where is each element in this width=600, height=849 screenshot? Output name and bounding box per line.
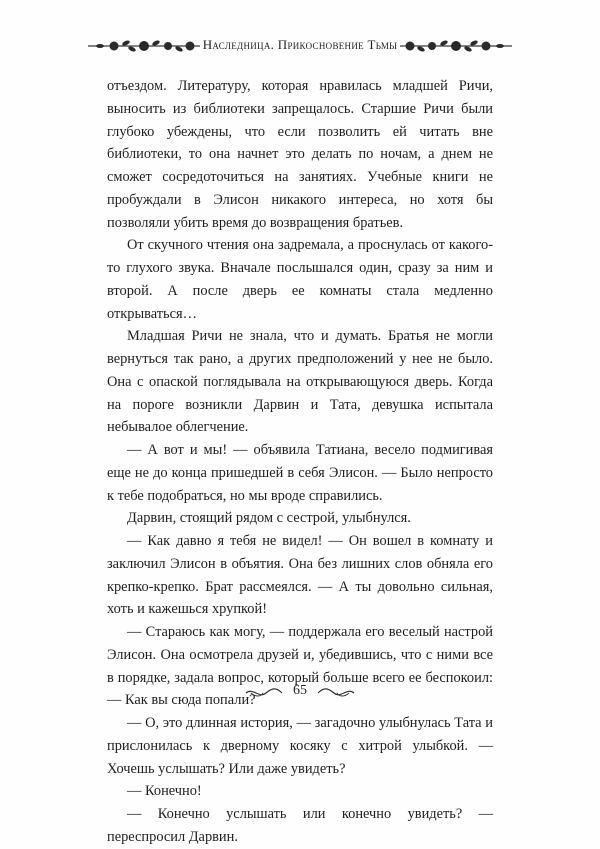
paragraph: — Конечно услышать или конечно увидеть? — переспросил Дарвин. [107,806,493,845]
paragraph: — А вот и мы! — объявила Татиана, весело подмигивая еще не до конца пришедшей в себя Элисон. — Было непросто к тебе подобраться, но мы вроде справились. [107,442,493,504]
rose-vine-ornament-left [88,37,200,55]
flourish-right-icon [317,686,355,700]
paragraph: — О, это длинная история, — загадочно улыбнулась Тата и прислонилась к дверному косяку с хитрой улыбкой. — Хочешь услышать? Или даже увидеть? [107,715,493,777]
body-text [107,75,493,849]
flourish-left-icon [245,686,283,700]
running-header [88,35,512,57]
rose-vine-ornament-right [400,37,512,55]
paragraph: Младшая Ричи не знала, что и думать. Братья не могли вернуться так рано, а других предположений у нее не было. Она с опаской поглядывала на открывающуюся дверь. Когда на пороге возникли Дарвин и Тата, девушка испытала небывалое облегчение. [107,328,493,436]
running-header-title: Наследница. Прикосновение Тьмы [202,37,398,52]
paragraph: — Конечно! [127,783,202,800]
page-number: 65 [293,683,307,698]
paragraph: От скучного чтения она задремала, а проснулась от какого-то глухого звука. Вначале послышался один, сразу за ним и второй. А после дверь ее комнаты стала медленно открываться… [107,237,493,322]
paragraph: — Как давно я тебя не видел! — Он вошел в комнату и заключил Элисон в объятия. Она без лишних слов обняла его крепко-крепко. Брат рассмеялся. — А ты довольно сильная, хоть и кажешься хрупкой! [107,533,493,618]
paragraph: Дарвин, стоящий рядом с сестрой, улыбнулся. [127,510,411,527]
paragraph: — Стараюсь как могу, — поддержала его веселый настрой Элисон. Она осмотрела друзей и, убедившись, что с ними все в порядке, задала вопрос, который больше всего ее беспокоил: — Как вы сюда попали? [107,624,493,709]
paragraph: отъездом. Литературу, которая нравилась младшей Ричи, выносить из библиотеки запрещалось. Старшие Ричи были глубоко убеждены, что если позволить ей читать вне библиотеки, то она начнет это делать по ночам, а днем не сможет сосредоточиться на занятиях. Учебные книги не пробуждали в Элисон никакого интереса, но хотя бы позволяли убить время до возвращения братьев. [107,78,493,231]
page-footer [0,683,600,703]
